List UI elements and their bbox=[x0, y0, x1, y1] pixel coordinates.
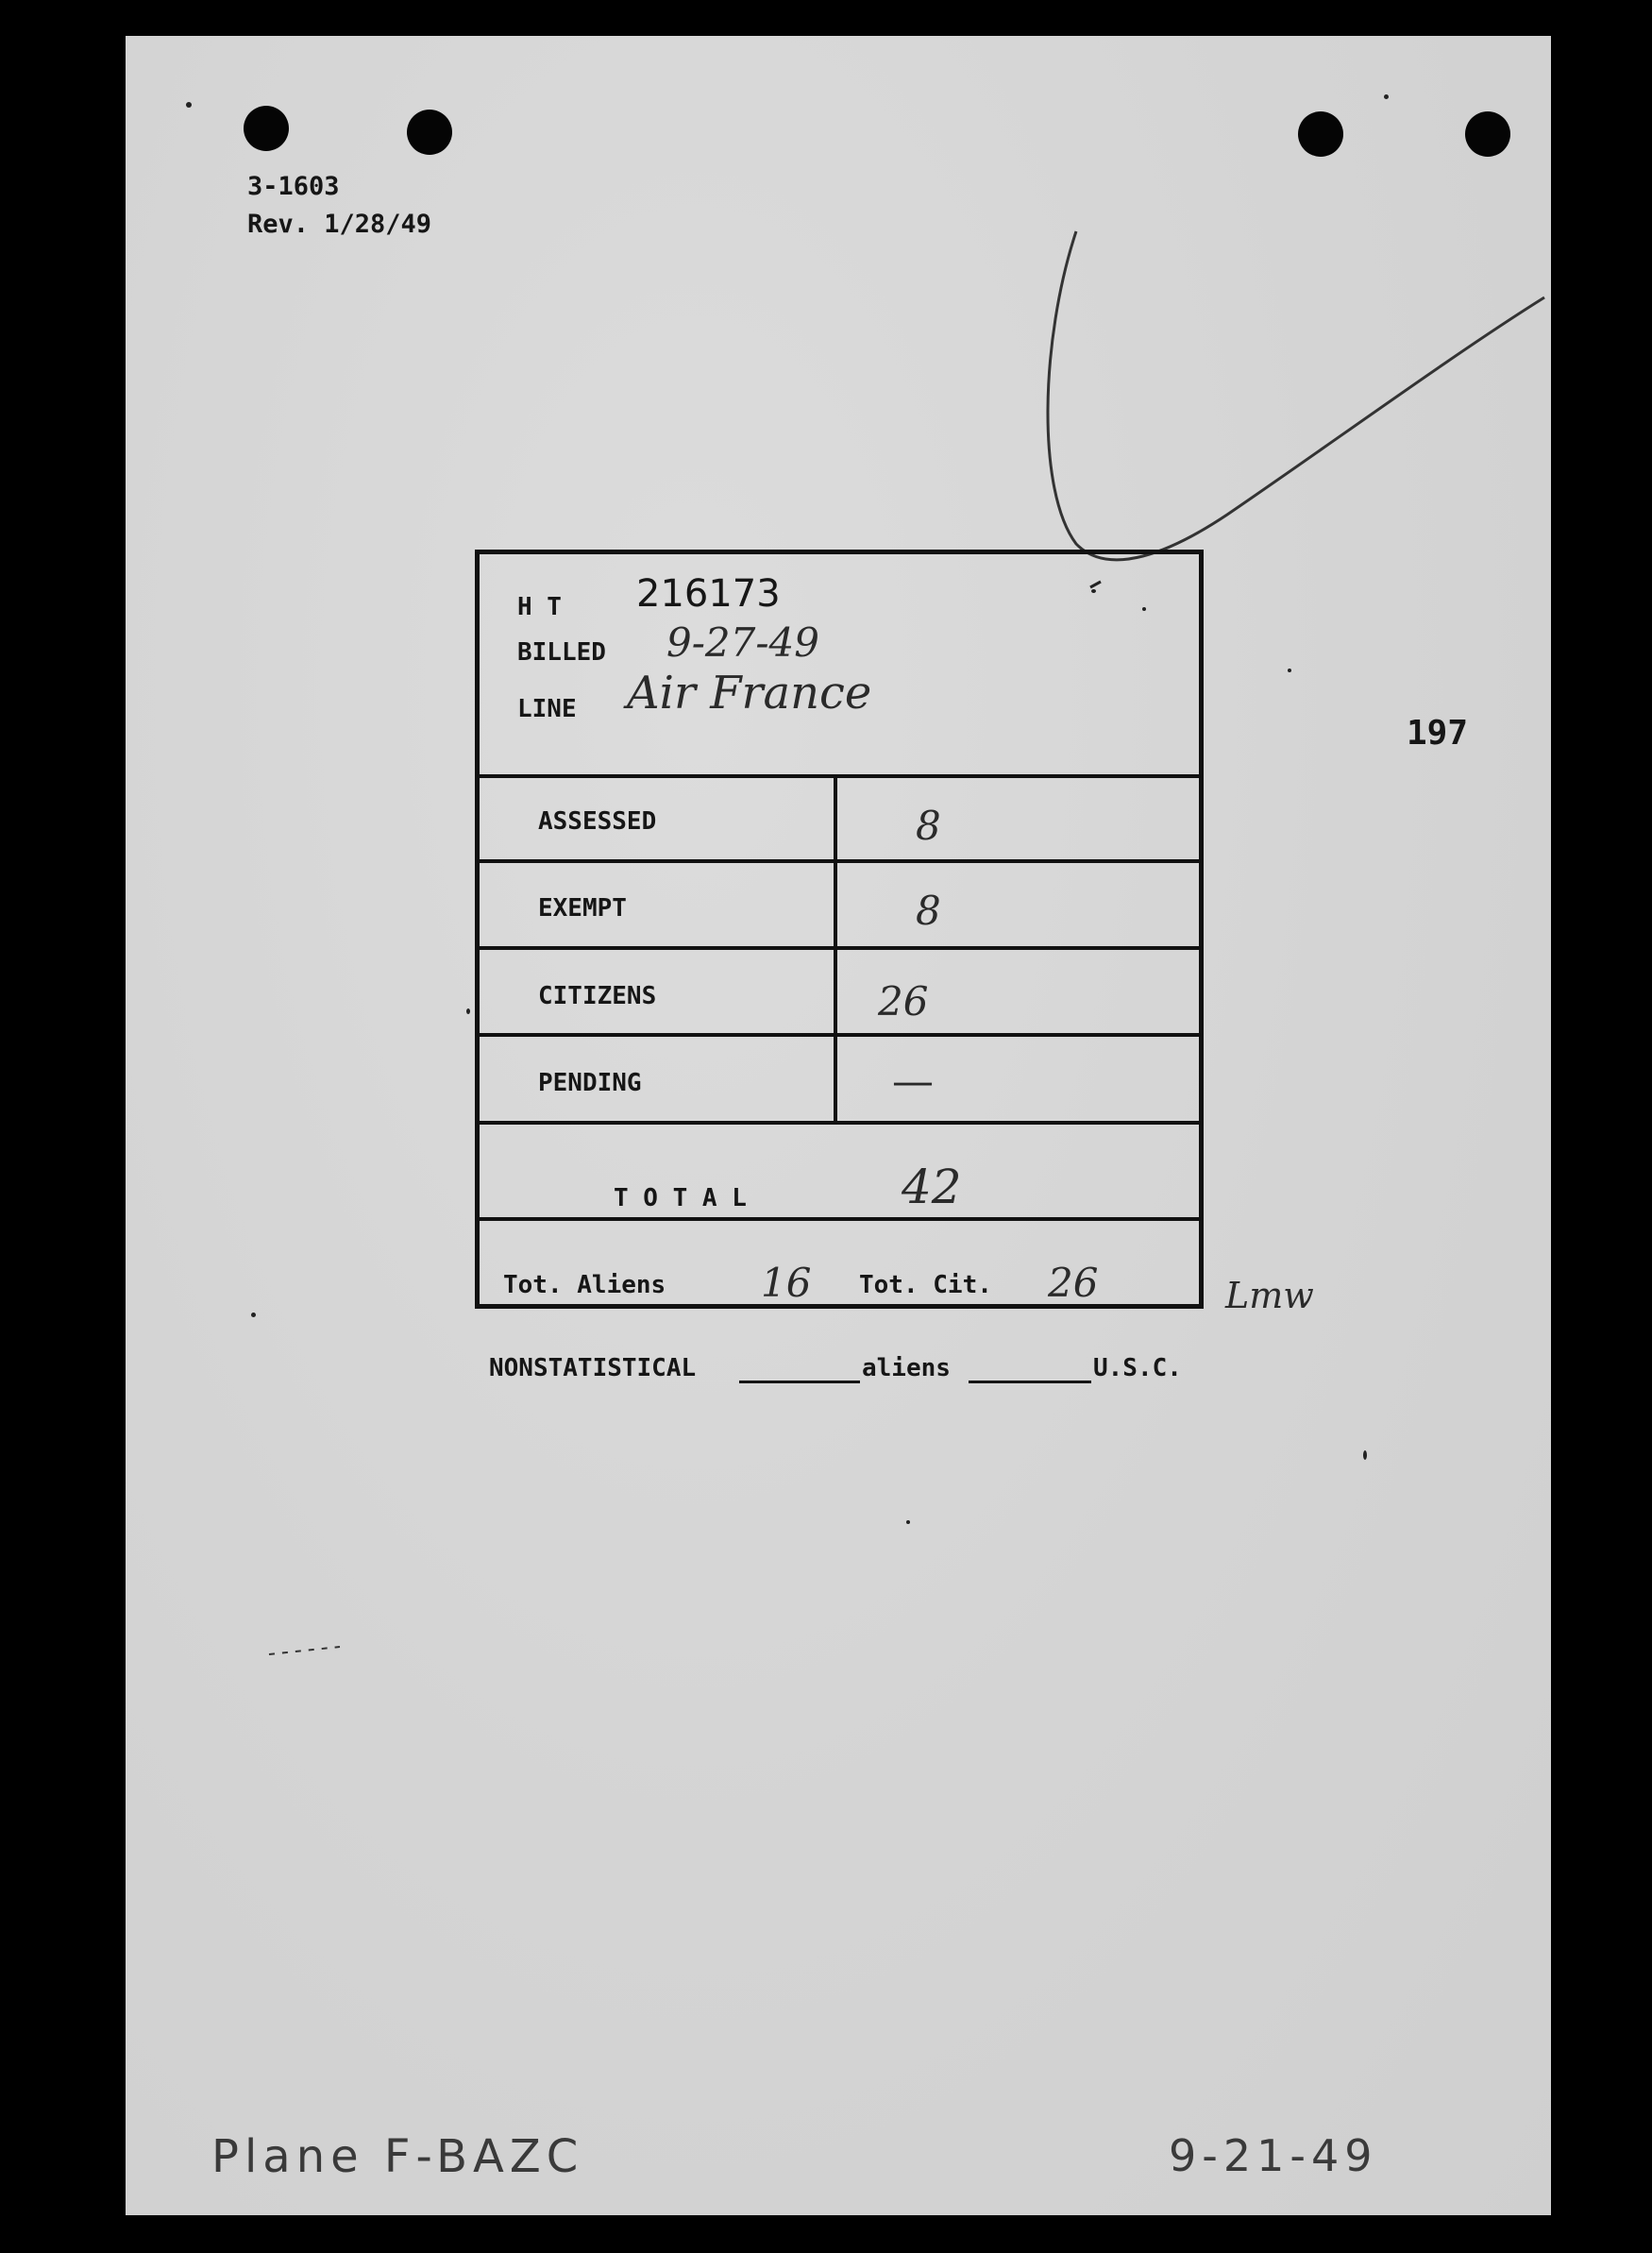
row-label-citizens: CITIZENS bbox=[538, 982, 657, 1010]
total-value: 42 bbox=[902, 1160, 962, 1214]
row-value-exempt: 8 bbox=[916, 888, 941, 934]
line-label: LINE bbox=[517, 695, 577, 723]
row-value-assessed: 8 bbox=[916, 803, 941, 849]
punch-hole bbox=[1298, 111, 1343, 157]
divider bbox=[475, 1217, 1204, 1221]
ht-number: 216173 bbox=[636, 572, 781, 616]
form-number: 3-1603 bbox=[247, 172, 340, 201]
speck bbox=[466, 1008, 470, 1014]
total-citizens-value: 26 bbox=[1048, 1260, 1099, 1306]
nonstatistical-usc-label: U.S.C. bbox=[1093, 1354, 1182, 1382]
speck bbox=[1384, 94, 1389, 99]
total-label: T O T A L bbox=[614, 1184, 747, 1212]
row-label-exempt: EXEMPT bbox=[538, 894, 627, 923]
row-value-pending: — bbox=[892, 1058, 934, 1106]
page-number: 197 bbox=[1407, 714, 1469, 753]
airline-name: Air France bbox=[627, 667, 872, 720]
nonstatistical-aliens-blank bbox=[739, 1381, 860, 1383]
total-aliens-label: Tot. Aliens bbox=[503, 1271, 666, 1299]
plane-registration: Plane F-BAZC bbox=[211, 2130, 584, 2183]
divider bbox=[475, 1033, 1204, 1037]
footer-date: 9-21-49 bbox=[1169, 2130, 1378, 2181]
total-citizens-label: Tot. Cit. bbox=[859, 1271, 992, 1299]
clerk-initials: Lmw bbox=[1225, 1275, 1314, 1316]
nonstatistical-aliens-label: aliens bbox=[862, 1354, 951, 1382]
form-revision: Rev. 1/28/49 bbox=[247, 210, 432, 239]
speck bbox=[1363, 1450, 1367, 1460]
speck bbox=[251, 1313, 256, 1317]
speck bbox=[906, 1520, 910, 1524]
punch-hole bbox=[1465, 111, 1510, 157]
punch-hole bbox=[244, 106, 289, 151]
total-aliens-value: 16 bbox=[761, 1260, 812, 1306]
column-divider bbox=[834, 774, 837, 1124]
row-label-pending: PENDING bbox=[538, 1069, 642, 1097]
divider bbox=[475, 859, 1204, 863]
billed-label: BILLED bbox=[517, 638, 606, 667]
divider bbox=[475, 774, 1204, 778]
row-label-assessed: ASSESSED bbox=[538, 807, 657, 836]
divider bbox=[475, 946, 1204, 950]
speck bbox=[1288, 669, 1291, 672]
row-value-citizens: 26 bbox=[878, 978, 929, 1025]
punch-hole bbox=[407, 110, 452, 155]
speck bbox=[186, 102, 192, 108]
nonstatistical-usc-blank bbox=[969, 1381, 1091, 1383]
billed-date: 9-27-49 bbox=[666, 619, 819, 666]
divider bbox=[475, 1121, 1204, 1125]
ht-label: H T bbox=[517, 593, 562, 621]
nonstatistical-label: NONSTATISTICAL bbox=[489, 1354, 697, 1382]
